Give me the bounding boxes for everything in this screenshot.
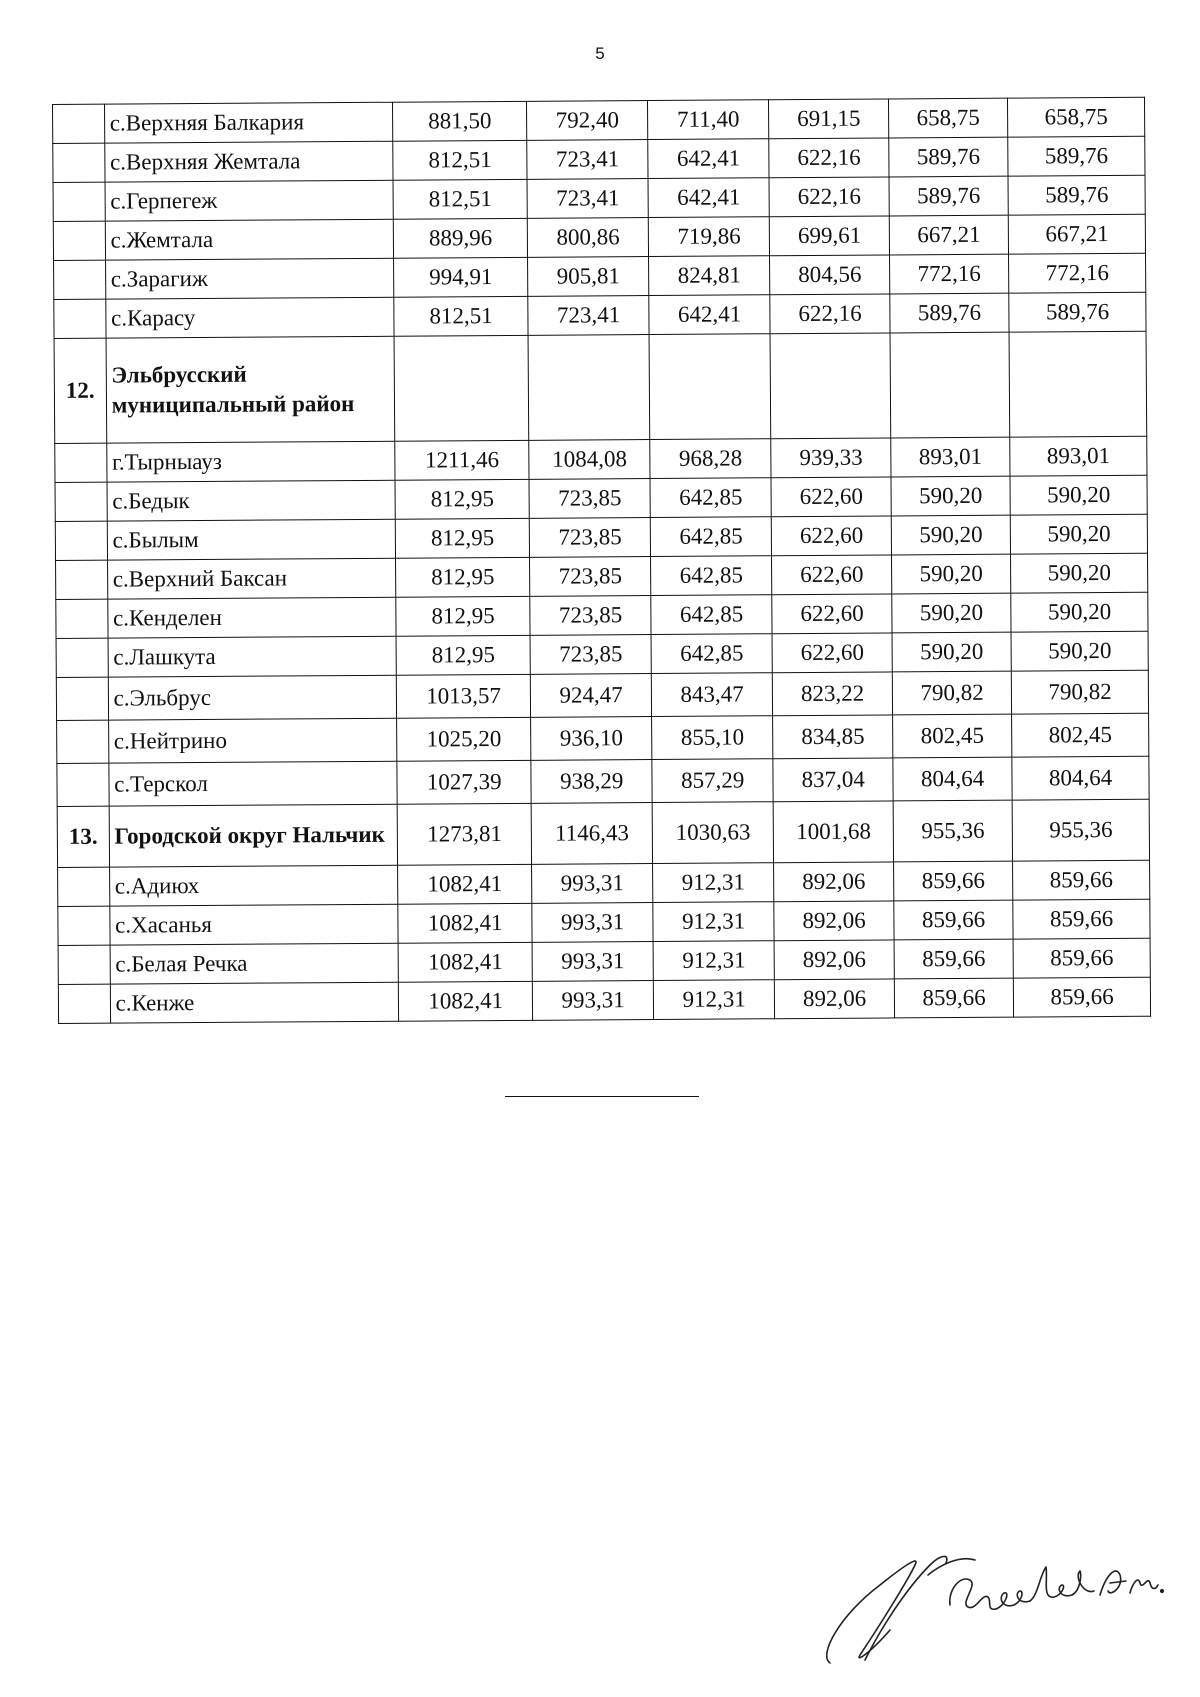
value-cell: 622,60 — [773, 633, 893, 673]
value-cell: 590,20 — [1010, 475, 1147, 515]
value-cell: 889,96 — [393, 218, 528, 258]
signature-image — [810, 1535, 1170, 1675]
value-cell: 723,41 — [527, 179, 648, 219]
value-cell: 667,21 — [1009, 214, 1146, 254]
value-cell: 955,36 — [1012, 799, 1149, 861]
settlement-name-cell: с.Хасанья — [109, 904, 398, 945]
row-index-cell — [56, 599, 108, 638]
value-cell: 993,31 — [533, 981, 654, 1021]
row-index-cell — [54, 260, 106, 299]
value-cell: 823,22 — [773, 672, 893, 716]
value-cell: 589,76 — [889, 137, 1009, 177]
value-cell: 939,33 — [771, 438, 891, 478]
value-cell: 968,28 — [650, 439, 772, 479]
row-index-cell — [58, 984, 110, 1023]
settlement-name-cell: с.Белая Речка — [110, 943, 399, 984]
value-cell: 590,20 — [1011, 592, 1148, 632]
value-cell: 590,20 — [892, 632, 1012, 672]
value-cell: 589,76 — [1009, 292, 1146, 332]
settlement-name-cell: с.Верхняя Жемтала — [104, 141, 393, 182]
value-cell: 804,64 — [893, 757, 1013, 801]
value-cell: 723,85 — [529, 479, 650, 519]
value-cell: 993,31 — [532, 903, 653, 943]
table-body — [53, 97, 1151, 1023]
settlement-name-cell: с.Кенделен — [107, 597, 396, 638]
value-cell: 790,82 — [892, 671, 1012, 715]
value-cell: 892,06 — [775, 979, 895, 1019]
value-cell: 834,85 — [773, 715, 893, 759]
row-index-cell — [58, 945, 110, 984]
value-cell: 812,95 — [395, 557, 530, 597]
row-index-cell — [53, 143, 105, 182]
value-cell: 790,82 — [1012, 670, 1149, 714]
table-group-row — [57, 799, 1149, 867]
value-cell: 1030,63 — [652, 802, 774, 864]
settlement-name-cell: с.Адиюх — [109, 865, 398, 906]
settlement-name-cell: с.Зарагиж — [105, 258, 394, 299]
value-cell: 1082,41 — [398, 903, 533, 943]
value-cell: 1273,81 — [397, 803, 532, 865]
value-cell: 859,66 — [894, 900, 1014, 940]
value-cell — [394, 335, 529, 441]
value-cell: 658,75 — [888, 98, 1008, 138]
value-cell: 837,04 — [773, 758, 893, 802]
value-cell: 912,31 — [653, 980, 775, 1020]
value-cell: 723,41 — [527, 140, 648, 180]
value-cell: 800,86 — [528, 218, 649, 258]
value-cell: 642,41 — [649, 295, 771, 335]
value-cell: 642,41 — [648, 178, 770, 218]
value-cell: 723,85 — [530, 596, 651, 636]
row-index-cell — [56, 677, 108, 720]
value-cell: 1082,41 — [398, 864, 533, 904]
value-cell: 589,76 — [1008, 175, 1145, 215]
value-cell: 723,85 — [530, 557, 651, 597]
value-cell: 857,29 — [652, 759, 774, 803]
value-cell: 893,01 — [891, 437, 1011, 477]
table-row — [57, 713, 1149, 763]
settlement-name-cell: с.Эльбрус — [108, 675, 397, 720]
value-cell: 855,10 — [651, 716, 773, 760]
value-cell: 1082,41 — [398, 981, 533, 1021]
row-index-cell — [57, 763, 109, 806]
value-cell: 812,51 — [393, 140, 528, 180]
value-cell: 622,60 — [771, 477, 891, 517]
settlement-name-cell: Городской округ Нальчик — [109, 804, 398, 867]
settlement-name-cell: с.Жемтала — [105, 219, 394, 260]
row-index-cell — [55, 521, 107, 560]
value-cell — [1009, 331, 1146, 437]
value-cell: 812,51 — [393, 179, 528, 219]
value-cell: 892,06 — [775, 940, 895, 980]
page-number: 5 — [595, 44, 605, 63]
table-row — [57, 756, 1149, 806]
settlement-name-cell: с.Лашкута — [108, 636, 397, 677]
value-cell: 881,50 — [392, 101, 527, 141]
value-cell: 1025,20 — [397, 717, 532, 761]
value-cell — [771, 333, 891, 439]
row-index-cell — [57, 720, 109, 763]
row-index-cell: 13. — [57, 806, 109, 867]
value-cell: 1001,68 — [774, 801, 894, 863]
value-cell: 802,45 — [1012, 713, 1149, 757]
value-cell: 642,85 — [650, 478, 772, 518]
value-cell: 622,16 — [770, 294, 890, 334]
settlement-name-cell: с.Нейтрино — [108, 718, 397, 763]
value-cell: 622,60 — [772, 594, 892, 634]
value-cell: 1082,41 — [398, 942, 533, 982]
settlement-name-cell: с.Бедык — [107, 480, 396, 521]
value-cell: 589,76 — [889, 176, 1009, 216]
value-cell: 812,95 — [396, 596, 531, 636]
value-cell: 912,31 — [652, 863, 774, 903]
end-rule — [505, 1096, 699, 1097]
value-cell: 642,85 — [650, 517, 772, 557]
row-index-cell — [55, 482, 107, 521]
value-cell: 590,20 — [1011, 631, 1148, 671]
value-cell: 691,15 — [769, 99, 889, 139]
value-cell — [528, 335, 649, 441]
value-cell: 711,40 — [647, 100, 769, 140]
value-cell: 590,20 — [892, 593, 1012, 633]
value-cell: 812,95 — [395, 518, 530, 558]
value-cell: 936,10 — [531, 717, 652, 761]
value-cell: 859,66 — [894, 978, 1014, 1018]
value-cell: 658,75 — [1008, 97, 1145, 137]
value-cell: 859,66 — [1014, 977, 1151, 1017]
settlement-name-cell: с.Верхняя Балкария — [104, 102, 393, 143]
value-cell: 699,61 — [770, 216, 890, 256]
value-cell: 804,56 — [770, 255, 890, 295]
value-cell — [649, 334, 771, 440]
value-cell: 912,31 — [653, 902, 775, 942]
settlement-name-cell: с.Терскол — [109, 761, 398, 806]
value-cell: 892,06 — [774, 901, 894, 941]
row-index-cell — [53, 104, 105, 143]
value-cell: 859,66 — [1013, 899, 1150, 939]
value-cell: 1146,43 — [532, 803, 653, 865]
value-cell: 590,20 — [1011, 514, 1148, 554]
row-index-cell — [58, 867, 110, 906]
settlement-name-cell: с.Карасу — [105, 297, 394, 338]
settlement-name-cell: г.Тырныауз — [106, 441, 395, 482]
tariff-table-container — [52, 97, 1151, 1024]
value-cell: 642,85 — [651, 595, 773, 635]
value-cell: 812,95 — [396, 635, 531, 675]
value-cell: 622,16 — [769, 138, 889, 178]
value-cell: 824,81 — [648, 256, 770, 296]
row-index-cell — [58, 906, 110, 945]
value-cell: 804,64 — [1012, 756, 1149, 800]
settlement-name-cell: с.Былым — [107, 519, 396, 560]
value-cell: 642,85 — [650, 556, 772, 596]
signature-text: Журавлев А.И. — [810, 1535, 817, 1536]
row-index-cell — [55, 443, 107, 482]
value-cell: 590,20 — [891, 554, 1011, 594]
value-cell: 938,29 — [531, 760, 652, 804]
value-cell: 1084,08 — [529, 440, 650, 480]
row-index-cell — [53, 221, 105, 260]
value-cell: 642,41 — [648, 139, 770, 179]
value-cell: 955,36 — [893, 800, 1013, 862]
value-cell: 993,31 — [533, 942, 654, 982]
value-cell: 1013,57 — [396, 674, 531, 718]
value-cell: 812,95 — [395, 479, 530, 519]
value-cell: 622,60 — [772, 555, 892, 595]
value-cell: 1027,39 — [397, 760, 532, 804]
value-cell: 772,16 — [889, 254, 1009, 294]
value-cell: 812,51 — [394, 296, 529, 336]
value-cell: 590,20 — [1011, 553, 1148, 593]
value-cell: 859,66 — [1013, 938, 1150, 978]
value-cell: 589,76 — [890, 293, 1010, 333]
settlement-name-cell: с.Верхний Баксан — [107, 558, 396, 599]
row-index-cell — [56, 560, 108, 599]
value-cell: 772,16 — [1009, 253, 1146, 293]
value-cell: 719,86 — [648, 217, 770, 257]
value-cell: 924,47 — [531, 674, 652, 718]
value-cell: 859,66 — [893, 861, 1013, 901]
value-cell: 859,66 — [894, 939, 1014, 979]
value-cell: 723,85 — [530, 518, 651, 558]
value-cell: 622,16 — [769, 177, 889, 217]
value-cell: 994,91 — [393, 257, 528, 297]
value-cell: 802,45 — [892, 714, 1012, 758]
value-cell: 589,76 — [1008, 136, 1145, 176]
value-cell: 1211,46 — [395, 440, 530, 480]
value-cell: 642,85 — [651, 634, 773, 674]
value-cell: 993,31 — [532, 864, 653, 904]
value-cell: 723,41 — [528, 296, 649, 336]
value-cell: 723,85 — [530, 635, 651, 675]
row-index-cell — [54, 299, 106, 338]
value-cell: 843,47 — [651, 673, 773, 717]
value-cell: 590,20 — [891, 476, 1011, 516]
value-cell: 590,20 — [891, 515, 1011, 555]
row-index-cell — [53, 182, 105, 221]
row-index-cell: 12. — [54, 338, 106, 443]
settlement-name-cell: Эльбрусский муниципальный район — [106, 336, 395, 443]
table-row — [56, 670, 1148, 720]
row-index-cell — [56, 638, 108, 677]
value-cell: 622,60 — [772, 516, 892, 556]
value-cell: 893,01 — [1010, 436, 1147, 476]
settlement-name-cell: с.Кенже — [110, 982, 399, 1023]
value-cell — [890, 332, 1010, 438]
table-row — [58, 977, 1150, 1023]
value-cell: 859,66 — [1013, 860, 1150, 900]
value-cell: 667,21 — [889, 215, 1009, 255]
tariff-table — [52, 97, 1151, 1024]
table-group-row — [54, 331, 1147, 443]
value-cell: 905,81 — [528, 257, 649, 297]
settlement-name-cell: с.Герпегеж — [105, 180, 394, 221]
value-cell: 912,31 — [653, 941, 775, 981]
value-cell: 792,40 — [527, 101, 648, 141]
value-cell: 892,06 — [774, 862, 894, 902]
